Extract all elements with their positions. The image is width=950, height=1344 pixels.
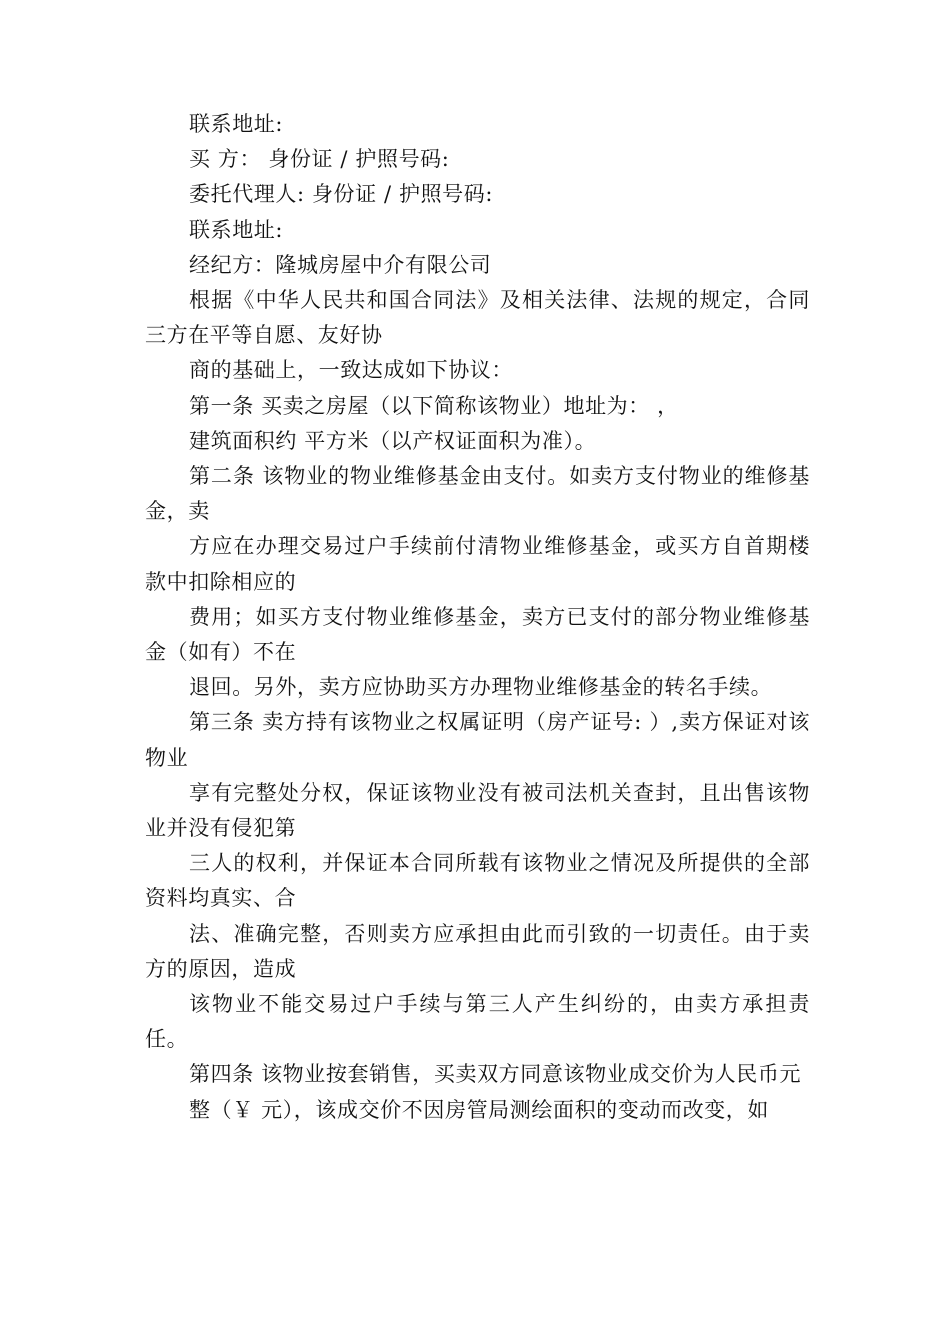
document-page: [145, 107, 810, 1128]
contact-address-buyer: 联系地址:: [189, 217, 284, 242]
preamble-continuation: 商的基础上，一致达成如下协议：: [189, 358, 513, 383]
article-3-continuation-1: 享有完整处分权，保证该物业没有被司法机关查封，且出售该物业并没有侵犯第: [145, 780, 810, 841]
agent-id-line: 委托代理人: 身份证 / 护照号码:: [189, 182, 494, 207]
article-4-continuation: 整（￥ 元），该成交价不因房管局测绘面积的变动而改变，如: [189, 1097, 769, 1122]
article-4-paragraph: 第四条 该物业按套销售，买卖双方同意该物业成交价为人民币元: [189, 1062, 802, 1087]
article-3-continuation-4: 该物业不能交易过户手续与第三人产生纠纷的，由卖方承担责任。: [145, 992, 810, 1052]
broker-line: 经纪方：隆城房屋中介有限公司: [189, 252, 492, 277]
article-2-paragraph: 第二条 该物业的物业维修基金由支付。如卖方支付物业的维修基金，卖: [145, 464, 810, 524]
article-3-continuation-2: 三人的权利，并保证本合同所载有该物业之情况及所提供的全部资料均真实、合: [145, 851, 810, 911]
preamble-paragraph: 根据《中华人民共和国合同法》及相关法律、法规的规定，合同三方在平等自愿、友好协: [145, 288, 810, 348]
article-1-area: 建筑面积约 平方米（以产权证面积为准）。: [189, 428, 597, 453]
article-3-paragraph: 第三条 卖方持有该物业之权属证明（房产证号: ）,卖方保证对该物业: [145, 710, 810, 770]
contact-address-seller: 联系地址:: [189, 112, 284, 136]
article-1-address: 第一条 买卖之房屋（以下简称该物业）地址为： ，: [189, 393, 679, 418]
article-2-continuation-3: 退回。另外，卖方应协助买方办理物业维修基金的转名手续。: [189, 675, 773, 700]
article-3-continuation-3: 法、准确完整，否则卖方应承担由此而引致的一切责任。由于卖方的原因，造成: [145, 921, 810, 981]
article-2-continuation-2: 费用；如买方支付物业维修基金，卖方已支付的部分物业维修基金（如有）不在: [145, 604, 810, 665]
article-2-continuation-1: 方应在办理交易过户手续前付清物业维修基金，或买方自首期楼款中扣除相应的: [145, 534, 810, 594]
buyer-id-line: 买 方： 身份证 / 护照号码:: [189, 147, 450, 172]
